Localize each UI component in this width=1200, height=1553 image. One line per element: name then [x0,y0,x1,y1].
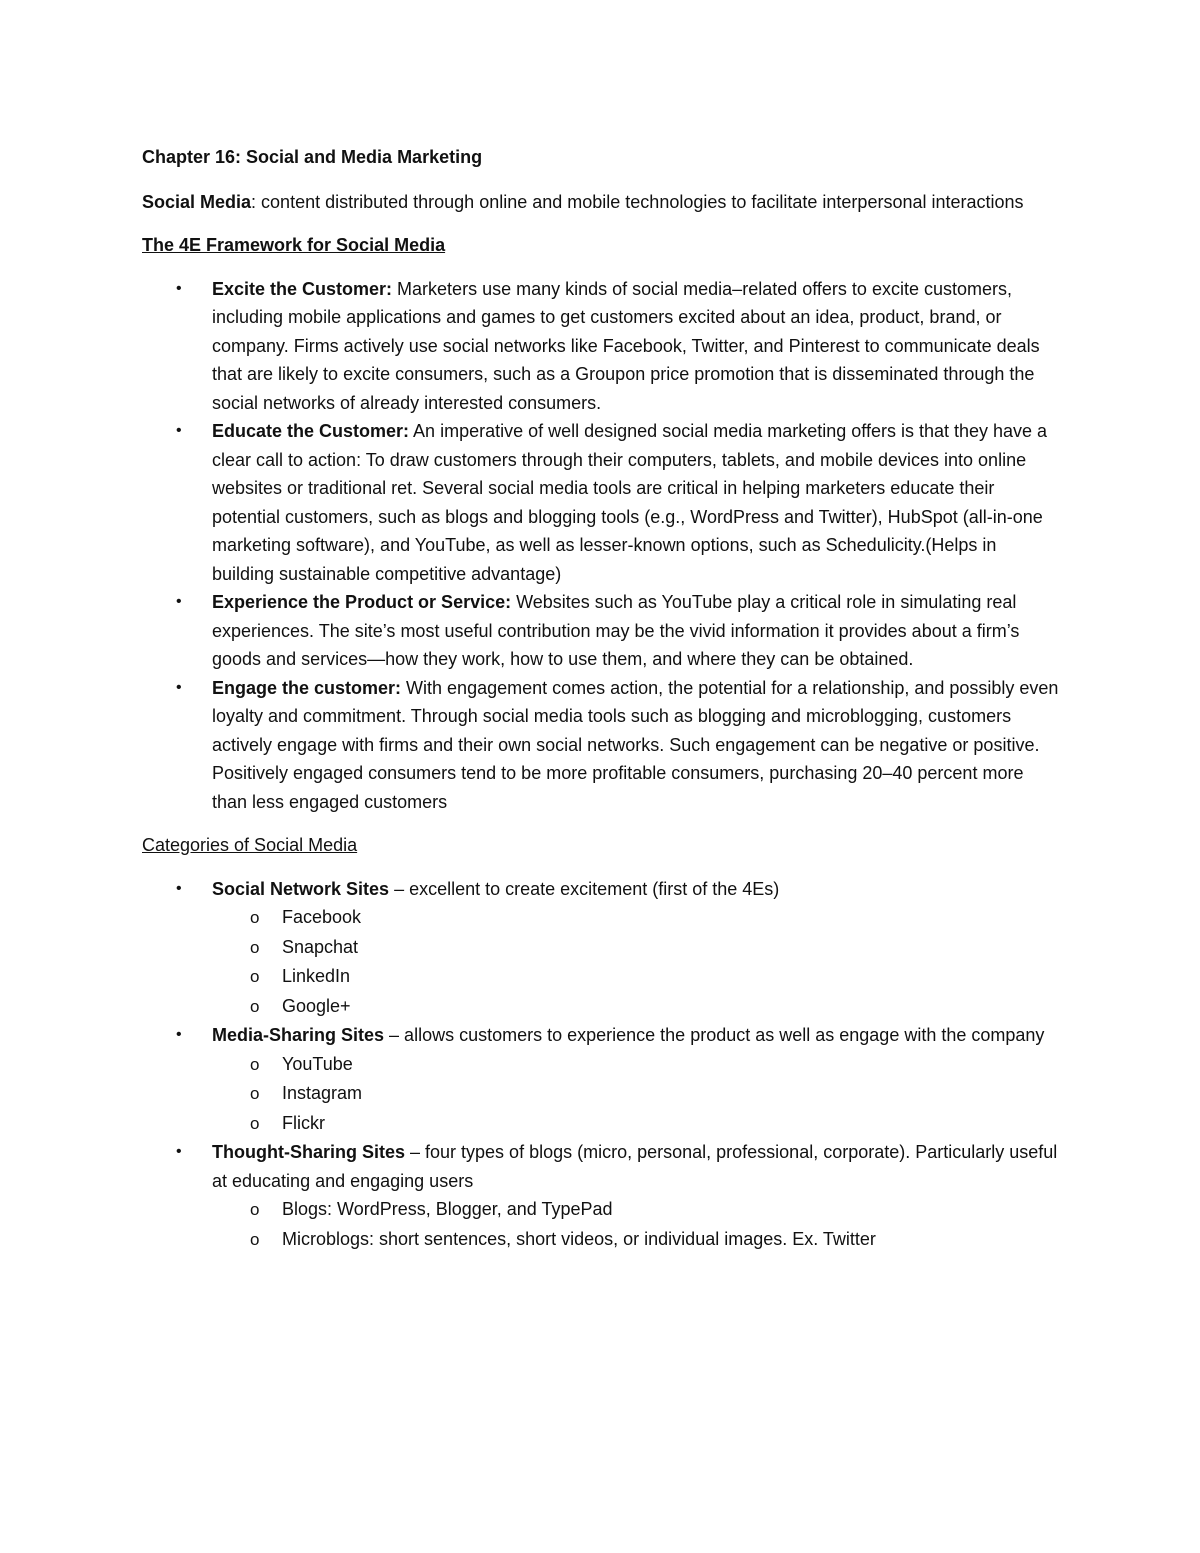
bullet-icon: • [176,593,182,610]
definition-term: Social Media [142,191,252,212]
circle-bullet-icon: o [250,1229,260,1249]
list-item [176,1021,1060,1138]
bullet-icon: • [176,1143,182,1160]
list-item [176,875,1060,1022]
framework-heading: The 4E Framework for Social Media [142,235,446,255]
bullet-icon: • [176,678,182,696]
sub-list-item [250,962,1060,992]
sub-list-item [250,992,1060,1022]
item-term: Educate the Customer: [212,421,410,441]
list-item [176,275,1060,418]
list-item [176,1138,1060,1254]
item-text: With engagement comes action, the potential for a relationship, and possibly even loyalty and commitment. Through social media tools such as blogging and microblogging, customers actively engage with firms and their own social networks. Such engagement can be negative or positive. Positively engaged consumers tend to be more profitable consumers, purchasing 20–40 percent more than less engaged customers [212,677,1059,812]
sub-item-text: Facebook [282,907,362,927]
circle-bullet-icon: o [250,1200,260,1219]
sub-list [212,1195,1060,1254]
bullet-icon: • [176,279,182,297]
sub-list [212,903,1060,1021]
circle-bullet-icon: o [250,937,260,957]
sub-item-text: Blogs: WordPress, Blogger, and TypePad [282,1199,613,1219]
item-term: Engage the customer: [212,677,402,698]
item-text: Websites such as YouTube play a critical role in simulating real experiences. The site’s most useful contribution may be the vivid information it provides about a firm’s goods and services—how they work, how to use them, and where they can be obtained. [212,592,1020,669]
categories-heading: Categories of Social Media [142,835,358,855]
list-item [176,674,1060,817]
circle-bullet-icon: o [250,967,260,986]
item-term: Media-Sharing Sites [212,1025,385,1045]
item-text: Marketers use many kinds of social media–related offers to excite customers, including mobile applications and games to get customers excited about an idea, product, brand, or company. Firms actively use social networks like Facebook, Twitter, and Pinterest to communicate deals that are likely to excite consumers, such as a Groupon price promotion that is disseminated through the social networks of already interested consumers. [212,278,1040,413]
item-term: Excite the Customer: [212,278,393,299]
item-term: Thought-Sharing Sites [212,1142,405,1162]
sub-item-text: Microblogs: short sentences, short videos, or individual images. Ex. Twitter [282,1228,876,1249]
sub-list-item [250,1050,1060,1080]
sub-item-text: Flickr [282,1112,325,1133]
item-text: – four types of blogs (micro, personal, professional, corporate). Particularly useful at educating and engaging users [212,1142,1058,1191]
sub-list-item [250,1109,1060,1139]
sub-list-item [250,903,1060,933]
item-term: Social Network Sites [212,878,390,899]
sub-list [212,1050,1060,1139]
item-text: – excellent to create excitement (first of the 4Es) [389,878,780,899]
sub-list-item [250,1195,1060,1225]
social-media-definition [142,188,1060,217]
list-item [176,417,1060,588]
sub-list-item [250,1225,1060,1255]
circle-bullet-icon: o [250,1054,260,1074]
circle-bullet-icon: o [250,1084,260,1103]
bullet-icon: • [176,879,182,897]
sub-item-text: Snapchat [282,936,359,957]
bullet-icon: • [176,1026,182,1043]
sub-item-text: LinkedIn [282,966,351,986]
item-text: An imperative of well designed social media marketing offers is that they have a clear call to action: To draw customers through their computers, tablets, and mobile devices into online websites or traditional ret. Several social media tools are critical in helping marketers educate their potential customers, such as blogs and blogging tools (e.g., WordPress and Twitter), HubSpot (all-in-one marketing software), and YouTube, as well as lesser-known options, such as Schedulicity.(Helps in building sustainable competitive advantage) [212,421,1048,584]
categories-list [142,875,1060,1255]
sub-item-text: Google+ [282,995,351,1016]
definition-text: : content distributed through online and mobile technologies to facilitate interpersonal interactions [251,191,1024,212]
framework-list [142,275,1060,817]
item-term: Experience the Product or Service: [212,592,512,612]
sub-list-item [250,933,1060,963]
sub-list-item [250,1079,1060,1109]
sub-item-text: Instagram [282,1083,363,1103]
list-item [176,588,1060,674]
page-title: Chapter 16: Social and Media Marketing [142,147,483,167]
sub-item-text: YouTube [282,1053,353,1074]
item-text: – allows customers to experience the product as well as engage with the company [384,1025,1045,1045]
bullet-icon: • [176,422,182,439]
circle-bullet-icon: o [250,1113,260,1133]
circle-bullet-icon: o [250,908,260,927]
circle-bullet-icon: o [250,996,260,1016]
